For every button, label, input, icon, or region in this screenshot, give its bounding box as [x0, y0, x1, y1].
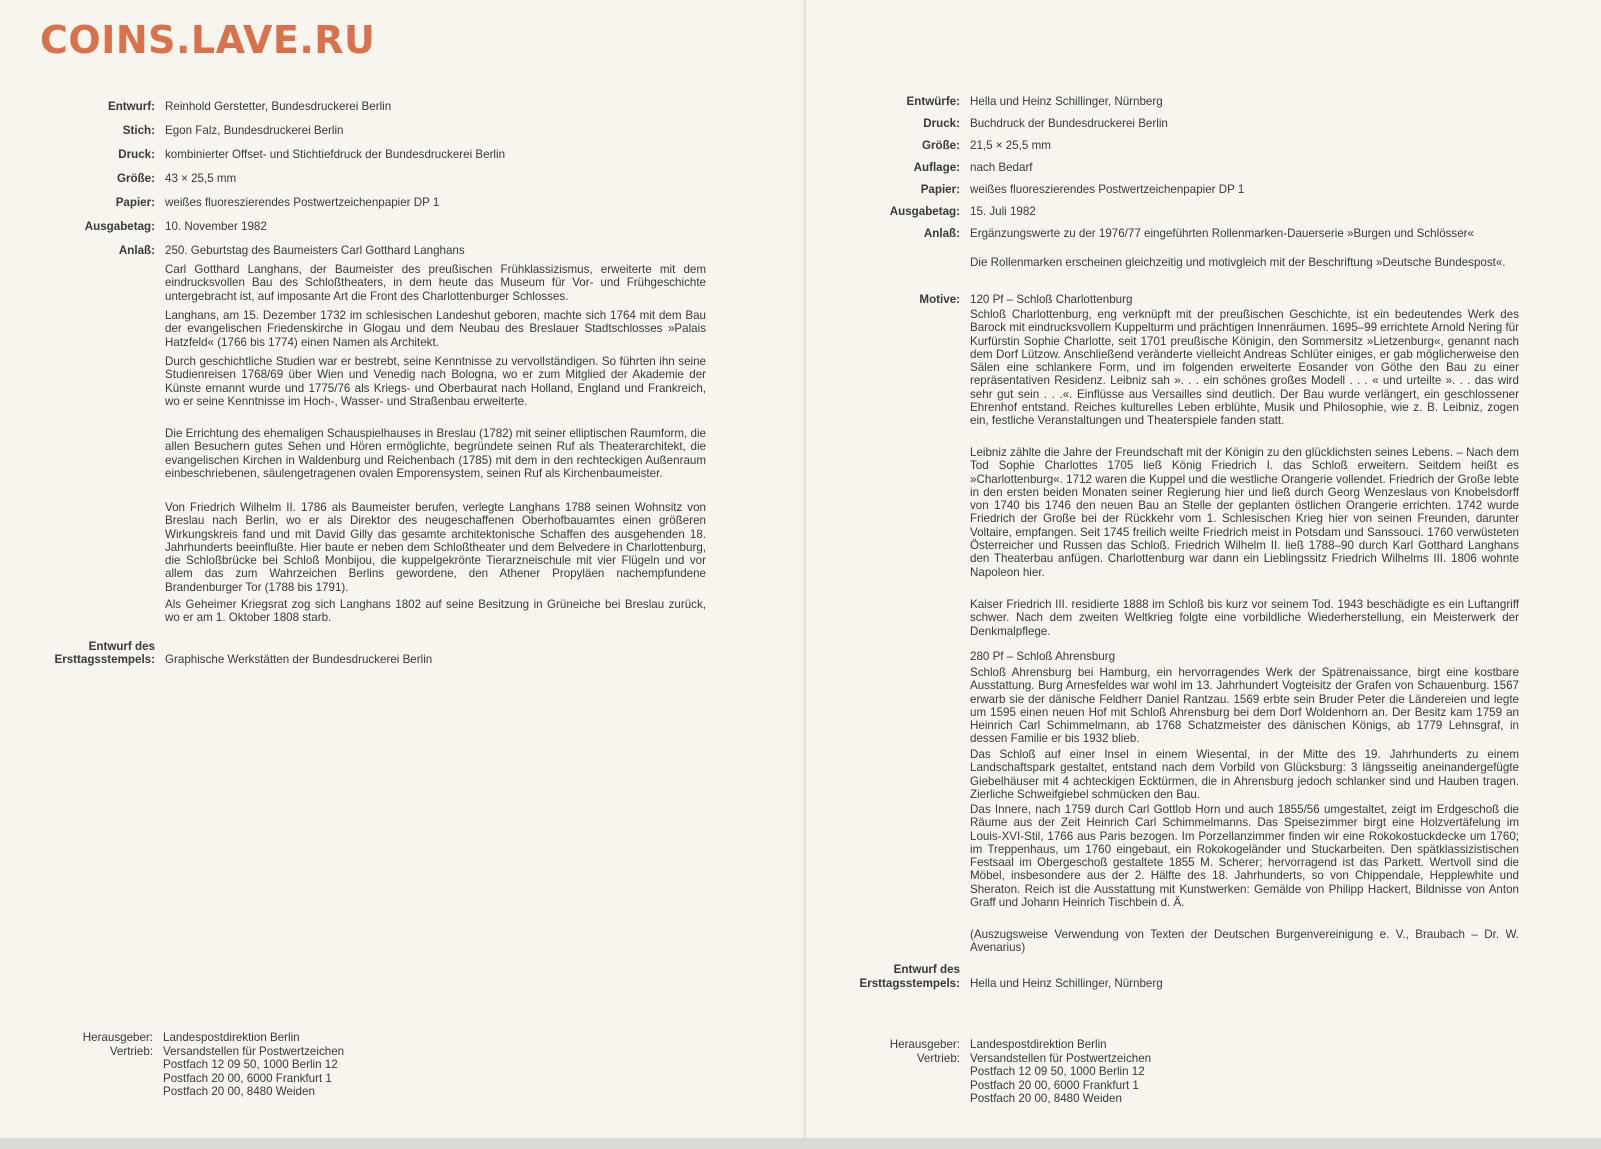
field-label: Druck: [923, 117, 960, 130]
body-paragraph: (Auszugsweise Verwendung von Texten der Deutschen Burgenvereinigung e. V., Braubach – Dr. W. Avenarius) [970, 928, 1519, 955]
body-paragraph: Schloß Ahrensburg bei Hamburg, ein hervorragendes Werk der Spätrenaissance, birgt eine kostbare Ausstattung. Burg Arnesfeldes war wohl im 13. Jahrhundert Vogteisitz der Grafen von Schauenburg. 1567 erwarb sie der dänische Feldherr Daniel Rantzau. 1569 erbte sein Bruder Peter die Ländereien und legte um 1595 einen neuen Hof mit Schloß Ahrensburg bei dem Dorf Woldenhorn an. Der Besitz kam 1759 an Heinrich Carl Schimmelmann, ab 1768 Schatzmeister des dänischen Königs, ab 1779 Lehnsgraf, in dessen Familie er bis 1932 blieb. [970, 666, 1519, 746]
field-value: 250. Geburtstag des Baumeisters Carl Gotthard Langhans [165, 244, 465, 257]
field-label: Größe: [921, 139, 960, 152]
body-paragraph: Von Friedrich Wilhelm II. 1786 als Baumeister berufen, verlegte Langhans 1788 seinen Wohnsitz von Breslau nach Berlin, wo er als Direktor des neugeschaffenen Oberhofbauamtes einen größeren Wirkungskreis fand und mit David Gilly das gesamte architektonische Schaffen des ausgehenden 18. Jahrhunderts beeinflußte. Hier baute er neben dem Schloßtheater und dem Belvedere in Charlottenburg, die Schloßbrücke bei Schloß Monbijou, die kuppelgekrönte Tierarzneischule mit vier Flügeln und vor allem das zum Wahrzeichen Berlins gewordene, den Athener Propyläen nachempfundene Brandenburger Tor (1788 bis 1791). [165, 501, 706, 594]
field-label: Entwurf: [107, 100, 155, 113]
motif-title: 280 Pf – Schloß Ahrensburg [970, 650, 1116, 663]
field-label: Ersttagsstempels: [54, 653, 155, 666]
field-value: kombinierter Offset- und Stichtiefdruck der Bundesdruckerei Berlin [165, 148, 506, 161]
field-value: Graphische Werkstätten der Bundesdruckerei Berlin [165, 653, 433, 666]
field-value: 15. Juli 1982 [970, 205, 1036, 218]
distribution-label: Vertrieb: [916, 1051, 960, 1065]
field-value: Buchdruck der Bundesdruckerei Berlin [970, 117, 1168, 130]
address-line: Postfach 12 09 50, 1000 Berlin 12 [163, 1058, 338, 1072]
field-label: Ausgabetag: [84, 220, 155, 233]
publisher-value: Landespostdirektion Berlin [163, 1031, 300, 1044]
publisher-label: Herausgeber: [889, 1038, 960, 1051]
body-paragraph: Kaiser Friedrich III. residierte 1888 im Schloß bis kurz vor seinem Tod. 1943 beschädigte es ein Luftangriff schwer. Nach dem zweiten Weltkrieg folgte eine vorbildliche Wiederherstellung, ein Meisterwerk der Denkmalpflege. [970, 598, 1519, 638]
body-paragraph: Als Geheimer Kriegsrat zog sich Langhans 1802 auf seine Besitzung in Grüneiche bei Breslau zurück, wo er am 1. Oktober 1808 starb. [165, 598, 706, 625]
distribution-value: Versandstellen für Postwertzeichen [970, 1051, 1152, 1065]
body-paragraph: Das Innere, nach 1759 durch Carl Gottlob Horn und auch 1855/56 umgestaltet, zeigt im Erdgeschoß die Räume aus der Zeit Heinrich Carl Schimmelmanns. Das Speisezimmer birgt eine Holzvertäfelung im Louis-XVI-Stil, 1766 aus Paris bezogen. Im Porzellanzimmer finden wir eine Rokokostuckdecke um 1760; im Treppenhaus, um 1760 eingebaut, ein Rokokogeländer und Stuckarbeiten. Den spätklassizistischen Festsaal im Obergeschoß gestaltete 1855 M. Scherer; hervorragend ist das Parkett. Wertvoll sind die Möbel, insbesondere aus der 2. Hälfte des 18. Jahrhunderts, so von Chippendale, Hepplewhite und Sheraton. Reich ist die Ausstattung mit Kunstwerken: Gemälde von Philipp Hackert, Bildnisse von Anton Graff und Johann Heinrich Tischbein d. Ä. [970, 803, 1519, 910]
address-line: Postfach 20 00, 8480 Weiden [970, 1092, 1122, 1106]
field-label: Auflage: [913, 161, 960, 174]
field-value: Reinhold Gerstetter, Bundesdruckerei Berlin [165, 100, 392, 113]
field-value: weißes fluoreszierendes Postwertzeichenpapier DP 1 [970, 183, 1245, 196]
motif-title: 120 Pf – Schloß Charlottenburg [970, 293, 1133, 306]
address-line: Postfach 20 00, 8480 Weiden [163, 1085, 315, 1099]
distribution-label: Vertrieb: [109, 1044, 153, 1058]
publisher-label: Herausgeber: [82, 1031, 153, 1044]
address-line: Postfach 20 00, 6000 Frankfurt 1 [970, 1078, 1139, 1092]
body-paragraph: Carl Gotthard Langhans, der Baumeister des preußischen Frühklassizismus, erweiterte mit dem eindrucksvollen Bau des Schloßtheaters, in dem heute das Museum für Vor- und Frühgeschichte untergebracht ist, auf imposante Art die Front des Charlottenburger Schlosses. [165, 263, 706, 303]
field-label: Motive: [919, 293, 960, 306]
address-line: Postfach 20 00, 6000 Frankfurt 1 [163, 1071, 332, 1085]
body-paragraph: Die Rollenmarken erscheinen gleichzeitig und motivgleich mit der Beschriftung »Deutsche Bundespost«. [970, 256, 1506, 269]
body-paragraph: Die Errichtung des ehemaligen Schauspielhauses in Breslau (1782) mit seiner elliptischen Raumform, die allen Besuchern gutes Sehen und Hören ermöglichte, begründete seinen Ruf als Theaterarchitekt, die evangelischen Kirchen in Waldenburg und Reichenbach (1785) mit dem in den rechteckigen Außenraum einbeschriebenen, säulengetragenen ovalen Emporensystem, seinen Ruf als Kirchenbaumeister. [165, 427, 706, 480]
address-line: Postfach 12 09 50, 1000 Berlin 12 [970, 1065, 1145, 1079]
field-label: Größe: [116, 172, 155, 185]
field-label: Ersttagsstempels: [859, 977, 960, 990]
field-label: Entwurf des [893, 963, 960, 976]
field-value: 10. November 1982 [165, 220, 267, 233]
field-label: Druck: [118, 148, 155, 161]
field-label: Papier: [115, 196, 155, 209]
field-value: 43 × 25,5 mm [165, 172, 237, 185]
field-label: Anlaß: [923, 227, 960, 240]
field-value: 21,5 × 25,5 mm [970, 139, 1051, 152]
body-paragraph: Ergänzungswerte zu der 1976/77 eingeführten Rollenmarken-Dauerserie »Burgen und Schlösser« [970, 227, 1474, 240]
body-paragraph: Durch geschichtliche Studien war er bestrebt, seine Kenntnisse zu vervollständigen. So führten ihn seine Studienreisen 1768/69 über Wien und Venedig nach Bologna, wo er zum Mitglied der Akademie der Künste ernannt wurde und 1775/76 als Kriegs- und Oberbaurat nach Holland, England und Frankreich, wo er seine Kenntnisse im Hoch-, Wasser- und Straßenbau erweiterte. [165, 355, 706, 408]
body-paragraph: Schloß Charlottenburg, eng verknüpft mit der preußischen Geschichte, ist ein bedeutendes Werk des Barock mit eindrucksvollem Kuppelturm und prächtigen Innenräumen. 1695–99 errichtete Arnold Nering für Kurfürstin Sophie Charlotte, seit 1701 preußische Königin, den Sommersitz »Lietzenburg«, genannt nach dem Dorf Lützow. Anschließend veränderte vielleicht Andreas Schlüter einiges, er gab möglicherweise den Sälen eine schlankere Form, und im folgenden erweiterte Eosander von Göthe den Bau zu einer repräsentativen Residenz. Leibniz sah ». . . ein schönes großes Modell . . . « und urteilte ». . . das wird sehr gut sein . . .«. Einflüsse aus Versailles sind deutlich. Der Bau wurde verlängert, ein geschlossener Ehrenhof entstand. Reiches kulturelles Leben erblühte, Musik und Philosophie, wie z. B. Leibniz, zogen ein, festliche Veranstaltungen und Theaterspiele fanden statt. [970, 308, 1519, 428]
field-value: weißes fluoreszierendes Postwertzeichenpapier DP 1 [165, 196, 440, 209]
field-value: Egon Falz, Bundesdruckerei Berlin [165, 124, 344, 137]
field-label: Stich: [122, 124, 155, 137]
body-paragraph: Das Schloß auf einer Insel in einem Wiesental, in der Mitte des 19. Jahrhunderts zu einem Landschaftspark gestaltet, entstand nach dem Vorbild von Glücksburg: 3 längsseitig aneinandergefügte Giebelhäuser mit 4 achteckigen Ecktürmen, die in Ahrensburg jedoch schlanker sind und Hauben tragen. Zierliche Schweifgiebel schmücken den Bau. [970, 748, 1519, 801]
field-value: nach Bedarf [970, 161, 1033, 174]
publisher-value: Landespostdirektion Berlin [970, 1038, 1107, 1051]
field-label: Papier: [920, 183, 960, 196]
body-paragraph: Langhans, am 15. Dezember 1732 im schlesischen Landeshut geboren, machte sich 1764 mit dem Bau der evangelischen Friedenskirche in Glogau und dem Neubau des Breslauer Stadtschlosses »Palais Hatzfeld« (1766 bis 1774) einen Namen als Architekt. [165, 309, 706, 349]
field-label: Entwürfe: [906, 95, 960, 108]
field-label: Entwurf des [88, 640, 155, 653]
field-value: Hella und Heinz Schillinger, Nürnberg [970, 977, 1163, 990]
field-value: Hella und Heinz Schillinger, Nürnberg [970, 95, 1163, 108]
field-label: Ausgabetag: [889, 205, 960, 218]
right-page [806, 0, 1601, 1138]
distribution-value: Versandstellen für Postwertzeichen [163, 1044, 345, 1058]
scan-bottom-edge [0, 1138, 1601, 1149]
left-page [0, 0, 803, 1138]
watermark: COINS.LAVE.RU [40, 18, 376, 62]
field-label: Anlaß: [118, 244, 155, 257]
body-paragraph: Leibniz zählte die Jahre der Freundschaft mit der Königin zu den glücklichsten seines Lebens. – Nach dem Tod Sophie Charlottes 1705 ließ König Friedrich I. das Schloß erweitern. Seitdem heißt es »Charlottenburg«. 1712 waren die Kuppel und die westliche Orangerie vollendet. Friedrich der Große lebte in den ersten beiden Monaten seiner Regierung hier und ließ durch Georg Wenzeslaus von Knobelsdorff von 1740 bis 1746 den neuen Bau an Stelle der geplanten östlichen Orangerie errichten. 1742 wurde Friedrich der Große bei der Rückkehr vom 1. Schlesischen Krieg hier von seinen Freunden, darunter Voltaire, empfangen. Seit 1745 freilich weilte Friedrich meist in Potsdam und Sanssouci. 1760 verwüsteten Österreicher und Russen das Schloß. Friedrich Wilhelm II. ließ 1788–90 durch Karl Gotthard Langhans den Theaterbau anfügen. Charlottenburg war dann ein Lieblingssitz Friedrich Wilhelms III. 1806 wohnte Napoleon hier. [970, 446, 1519, 579]
